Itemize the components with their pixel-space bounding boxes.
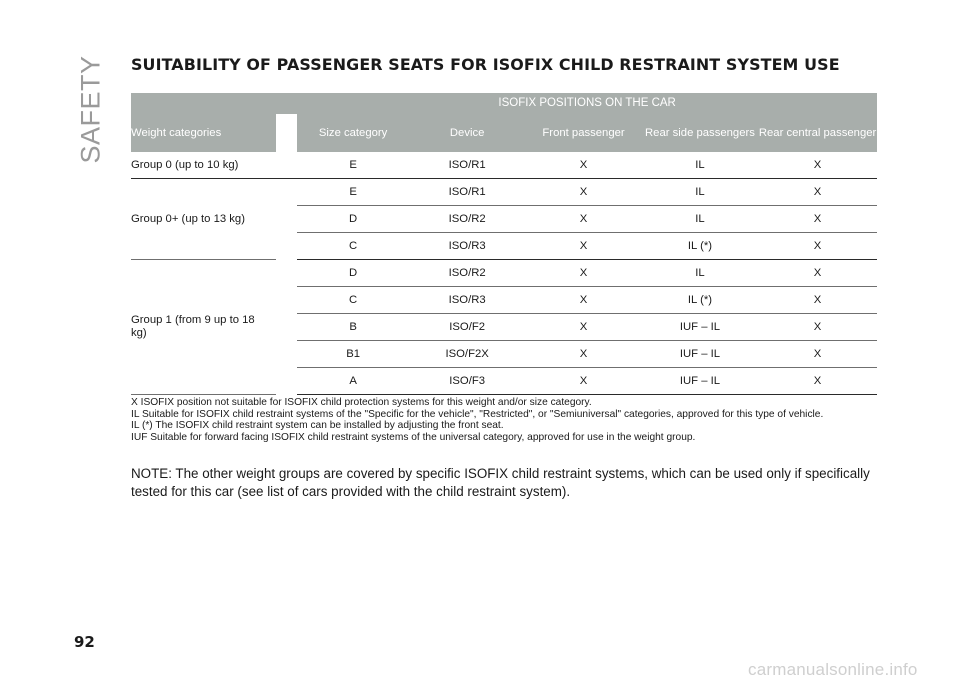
cell-size: B1: [297, 341, 409, 368]
cell-size: B: [297, 314, 409, 341]
col-header-size: Size category: [297, 114, 409, 152]
cell-front: X: [525, 179, 641, 206]
cell-rear-side: IUF – IL: [642, 314, 758, 341]
cell-size: E: [297, 152, 409, 179]
cell-front: X: [525, 152, 641, 179]
cell-rear-central: X: [758, 314, 877, 341]
cell-size: D: [297, 206, 409, 233]
cell-device: ISO/R2: [409, 260, 525, 287]
cell-rear-central: X: [758, 152, 877, 179]
cell-size: D: [297, 260, 409, 287]
cell-rear-side: IL: [642, 179, 758, 206]
col-header-weight: Weight categories: [131, 114, 276, 152]
table-row: [131, 152, 877, 179]
cell-rear-central: X: [758, 287, 877, 314]
cell-front: X: [525, 233, 641, 260]
cell-front: X: [525, 260, 641, 287]
watermark: carmanualsonline.info: [748, 660, 918, 679]
col-header-rear-central: Rear central passenger: [758, 114, 877, 152]
legend-iuf: IUF Suitable for forward facing ISOFIX child restraint systems of the universal category, approved for use in the weight group.: [131, 431, 696, 443]
page-title: SUITABILITY OF PASSENGER SEATS FOR ISOFIX CHILD RESTRAINT SYSTEM USE: [131, 56, 840, 74]
cell-front: X: [525, 287, 641, 314]
cell-device: ISO/F2X: [409, 341, 525, 368]
page-number: 92: [74, 633, 95, 651]
header-spacer: [131, 93, 276, 114]
weight-group-cell: Group 0 (up to 10 kg): [131, 152, 276, 179]
cell-rear-central: X: [758, 233, 877, 260]
legend-il-star: IL (*) The ISOFIX child restraint system can be installed by adjusting the front seat.: [131, 420, 504, 431]
cell-size: C: [297, 287, 409, 314]
weight-group-cell: Group 0+ (up to 13 kg): [131, 179, 276, 260]
section-label: [74, 54, 108, 164]
cell-front: X: [525, 368, 641, 395]
cell-rear-central: X: [758, 206, 877, 233]
table-header-row: [131, 114, 877, 152]
cell-device: ISO/F3: [409, 368, 525, 395]
legend-il: IL Suitable for ISOFIX child restraint systems of the "Specific for the vehicle", "Restricted", or "Semiuniversal" categories, approved for this type of vehicle.: [131, 408, 824, 420]
cell-device: ISO/R3: [409, 287, 525, 314]
cell-device: ISO/R1: [409, 179, 525, 206]
cell-rear-central: X: [758, 179, 877, 206]
cell-device: ISO/R3: [409, 233, 525, 260]
cell-rear-central: X: [758, 368, 877, 395]
col-header-front: Front passenger: [525, 114, 641, 152]
cell-rear-side: IUF – IL: [642, 341, 758, 368]
table-body: [131, 152, 877, 395]
note-paragraph: NOTE: The other weight groups are covered by specific ISOFIX child restraint systems, which can be used only if specifically tested for this car (see list of cars provided with the child restraint system).: [131, 466, 870, 499]
cell-device: ISO/F2: [409, 314, 525, 341]
cell-size: C: [297, 233, 409, 260]
cell-device: ISO/R2: [409, 206, 525, 233]
cell-size: E: [297, 179, 409, 206]
cell-front: X: [525, 341, 641, 368]
cell-rear-side: IL (*): [642, 287, 758, 314]
column-gap: [276, 152, 297, 179]
cell-device: ISO/R1: [409, 152, 525, 179]
cell-front: X: [525, 206, 641, 233]
section-label-text: SAFETY: [75, 54, 106, 164]
cell-rear-central: X: [758, 260, 877, 287]
col-header-device: Device: [409, 114, 525, 152]
cell-rear-side: IUF – IL: [642, 368, 758, 395]
weight-group-cell: Group 1 (from 9 up to 18 kg): [131, 260, 276, 395]
cell-rear-side: IL (*): [642, 233, 758, 260]
cell-size: A: [297, 368, 409, 395]
header-spacer: [276, 93, 297, 114]
cell-rear-side: IL: [642, 260, 758, 287]
header-gap: [276, 114, 297, 152]
cell-rear-central: X: [758, 341, 877, 368]
legend-notes: [131, 397, 877, 443]
cell-rear-side: IL: [642, 152, 758, 179]
super-header-isofix-positions: ISOFIX POSITIONS ON THE CAR: [297, 93, 877, 114]
col-header-rear-side: Rear side passengers: [642, 114, 758, 152]
table-super-header-row: [131, 93, 877, 114]
cell-rear-side: IL: [642, 206, 758, 233]
column-gap: [276, 260, 297, 395]
isofix-suitability-table: [131, 93, 877, 395]
cell-front: X: [525, 314, 641, 341]
column-gap: [276, 179, 297, 260]
table-row: [131, 179, 877, 206]
legend-x: X ISOFIX position not suitable for ISOFIX child protection systems for this weight and/or size category.: [131, 397, 592, 408]
table-row: [131, 260, 877, 287]
